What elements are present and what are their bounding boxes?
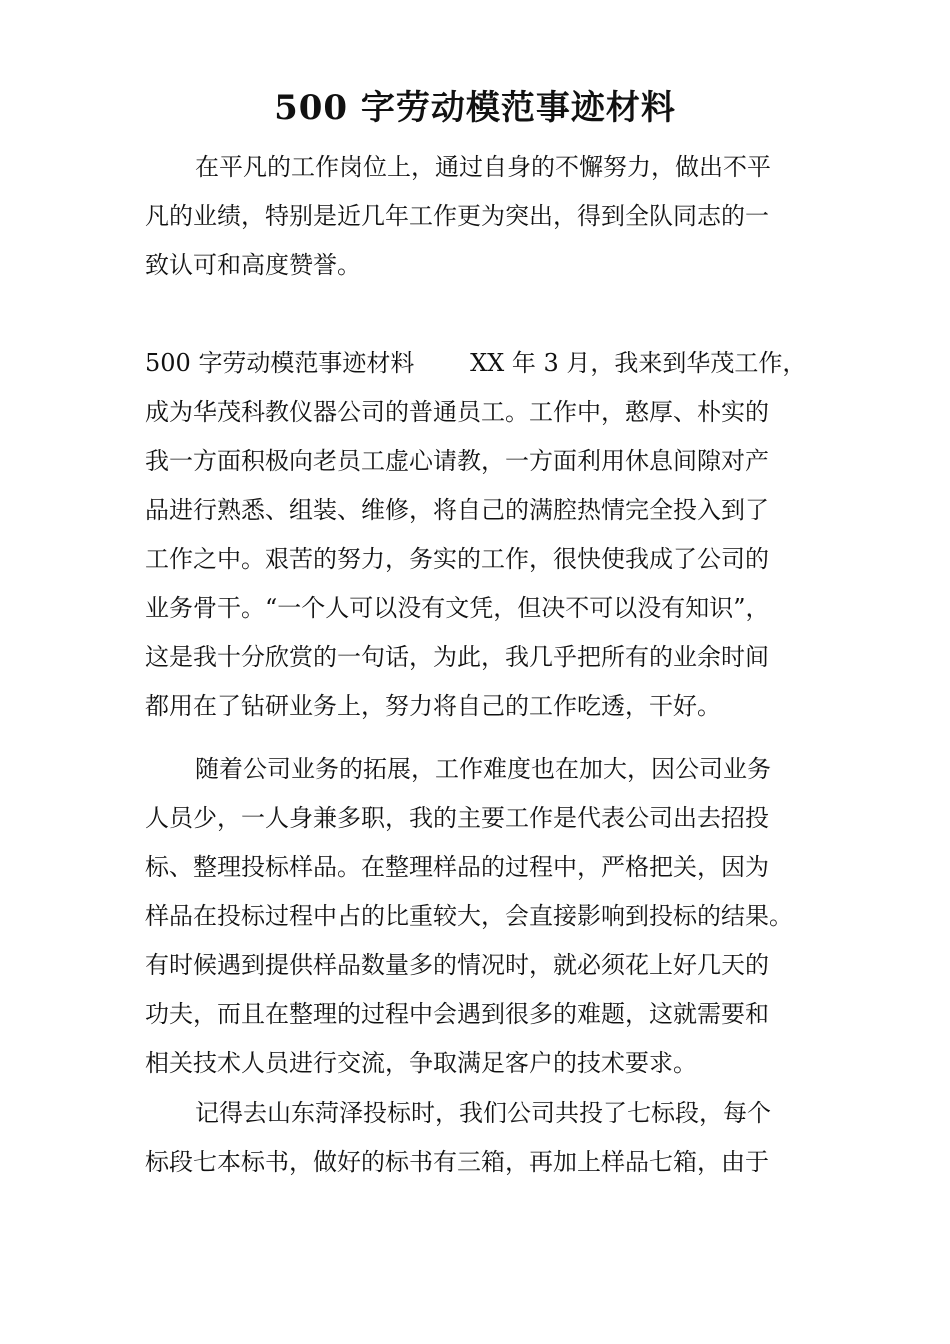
text-line: 样品在投标过程中占的比重较大，会直接影响到投标的结果。	[145, 902, 793, 930]
text-line: 工作之中。艰苦的努力，务实的工作，很快使我成了公司的	[145, 545, 769, 573]
text-line: 记得去山东菏泽投标时，我们公司共投了七标段，每个	[195, 1099, 771, 1127]
text-line: 业务骨干。“一个人可以没有文凭，但决不可以没有知识”，	[145, 594, 770, 622]
paragraph-4	[145, 1089, 835, 1187]
text-line: 致认可和高度赞誉。	[145, 251, 361, 279]
text-line: 标、整理投标样品。在整理样品的过程中，严格把关，因为	[145, 853, 769, 881]
text-line: 成为华茂科教仪器公司的普通员工。工作中，憨厚、朴实的	[145, 398, 769, 426]
text-line: 都用在了钻研业务上，努力将自己的工作吃透，干好。	[145, 692, 721, 720]
text-line: 标段七本标书，做好的标书有三箱，再加上样品七箱，由于	[145, 1148, 769, 1176]
text-line: 人员少，一人身兼多职，我的主要工作是代表公司出去招投	[145, 804, 769, 832]
text-line: 相关技术人员进行交流，争取满足客户的技术要求。	[145, 1049, 697, 1077]
text-line: 这是我十分欣赏的一句话，为此，我几乎把所有的业余时间	[145, 643, 769, 671]
paragraph-3	[145, 745, 835, 1088]
text-line: 我一方面积极向老员工虚心请教，一方面利用休息间隙对产	[145, 447, 769, 475]
paragraph-1	[145, 143, 835, 290]
paragraph-2	[145, 339, 835, 731]
text-line: 品进行熟悉、组装、维修，将自己的满腔热情完全投入到了	[145, 496, 769, 524]
text-line: 有时候遇到提供样品数量多的情况时，就必须花上好几天的	[145, 951, 769, 979]
text-line: 凡的业绩，特别是近几年工作更为突出，得到全队同志的一	[145, 202, 769, 230]
text-line: 在平凡的工作岗位上，通过自身的不懈努力，做出不平	[195, 153, 771, 181]
document-title: 500 字劳动模范事迹材料	[274, 88, 676, 128]
text-line: 功夫，而且在整理的过程中会遇到很多的难题，这就需要和	[145, 1000, 769, 1028]
text-line: 500 字劳动模范事迹材料 XX 年 3 月，我来到华茂工作，	[145, 349, 807, 377]
text-line: 随着公司业务的拓展，工作难度也在加大，因公司业务	[195, 755, 771, 783]
